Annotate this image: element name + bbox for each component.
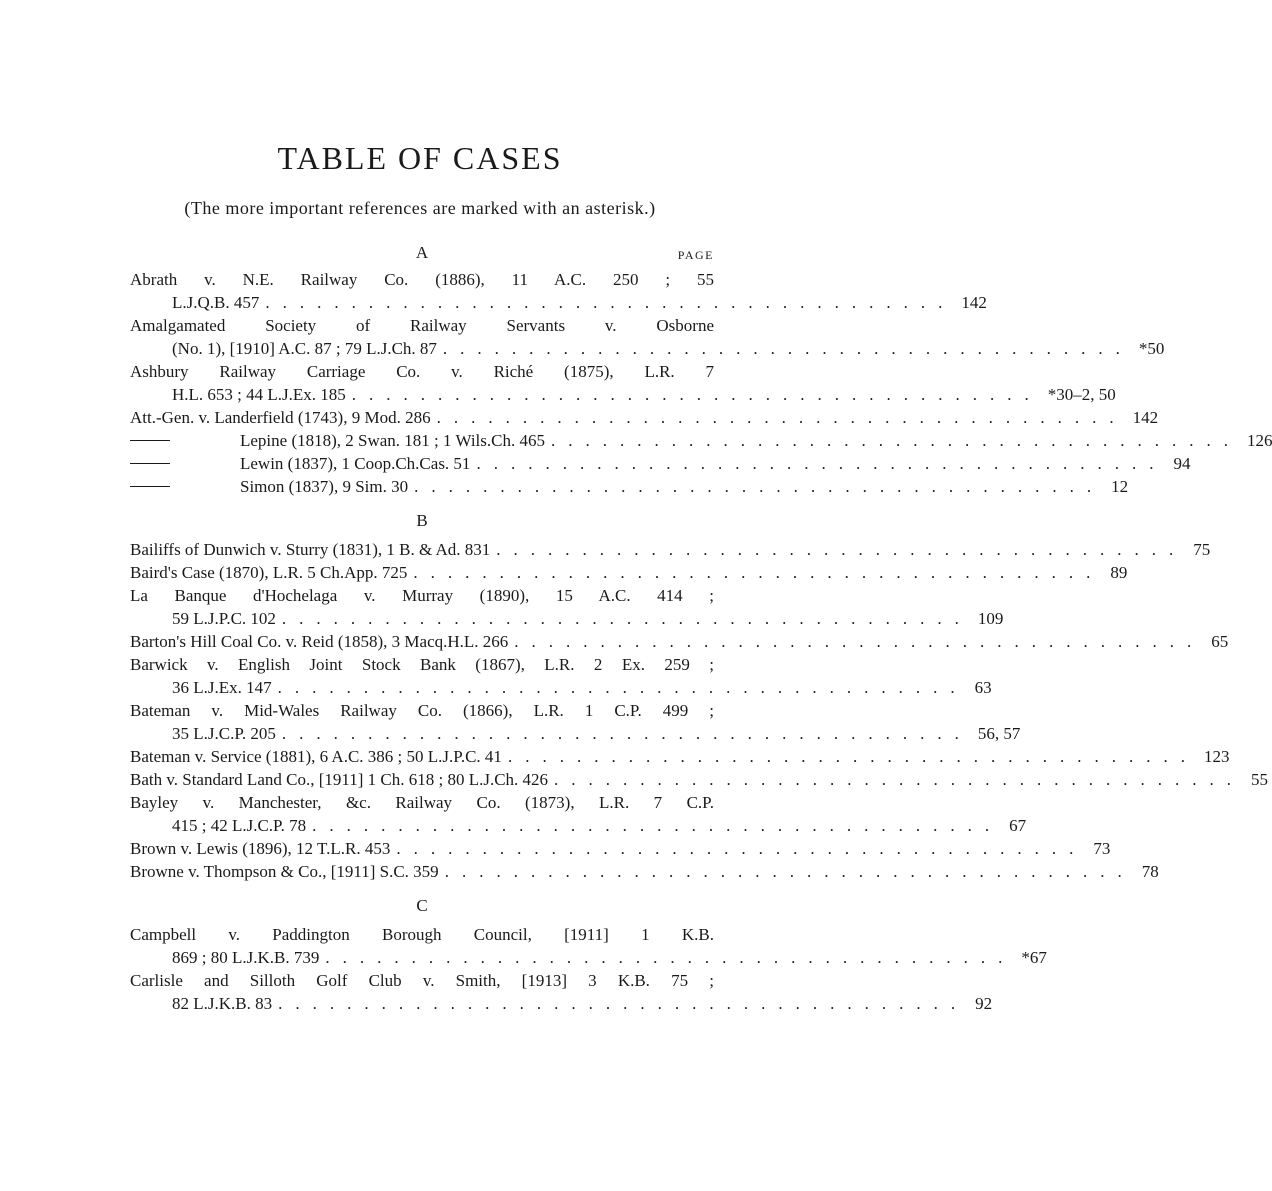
leader-dots: ........................................	[496, 540, 1187, 559]
page-number: 126	[1246, 431, 1272, 450]
page-subtitle: (The more important references are marked with an asterisk.)	[184, 198, 656, 218]
case-entry-row	[130, 676, 992, 699]
case-entry-line: Carlisle and Silloth Golf Club v. Smith, [1913] 3 K.B. 75 ;	[130, 971, 714, 990]
case-entry-row	[130, 837, 1111, 860]
leader-dots: ........................................	[281, 609, 972, 628]
page-number: *30–2, 50	[1047, 385, 1116, 404]
leader-dots: ........................................	[265, 293, 956, 312]
case-entry-row	[130, 860, 1159, 883]
case-entry-row	[130, 768, 1269, 791]
case-entry-row	[130, 814, 1027, 837]
case-entry-row	[130, 538, 1211, 561]
page-title: TABLE OF CASES	[277, 140, 563, 176]
case-entry-row	[130, 406, 1159, 429]
case-citation: 415 ; 42 L.J.C.P. 78	[172, 816, 307, 835]
case-citation: L.J.Q.B. 457	[172, 293, 260, 312]
leader-dots: ........................................	[554, 770, 1245, 789]
leader-dots: ........................................	[514, 632, 1205, 651]
case-entry-row	[130, 475, 1129, 498]
case-citation: Lewin (1837), 1 Coop.Ch.Cas. 51	[240, 454, 471, 473]
ditto-dash	[130, 429, 240, 452]
page-number: 142	[961, 293, 987, 312]
case-entry-line: Abrath v. N.E. Railway Co. (1886), 11 A.C. 250 ; 55	[130, 270, 714, 289]
case-citation: 36 L.J.Ex. 147	[172, 678, 272, 697]
page-number: 123	[1203, 747, 1230, 766]
page-number: 92	[975, 994, 993, 1013]
case-entry-line: Bateman v. Mid-Wales Railway Co. (1866), L.R. 1 C.P. 499 ;	[130, 701, 714, 720]
case-entry-row	[130, 607, 1004, 630]
leader-dots: ........................................	[278, 994, 969, 1013]
case-entry-row	[130, 992, 993, 1015]
section-letter	[130, 893, 714, 919]
case-entry-row	[130, 291, 987, 314]
case-entry-line: Campbell v. Paddington Borough Council, [1911] 1 K.B.	[130, 925, 714, 944]
case-citation: 869 ; 80 L.J.K.B. 739	[172, 948, 320, 967]
case-entry-row	[130, 946, 1047, 969]
leader-dots: ........................................	[277, 678, 968, 697]
case-entry-row	[130, 561, 1128, 584]
page-column-label: PAGE	[677, 248, 714, 262]
page-number: *67	[1021, 948, 1047, 967]
section-letter	[130, 240, 714, 266]
case-citation: Bailiffs of Dunwich v. Sturry (1831), 1 B. & Ad. 831	[130, 540, 491, 559]
ditto-dash	[130, 452, 240, 475]
table-of-cases	[130, 240, 1272, 1015]
section-letter-label: C	[416, 896, 428, 915]
case-citation: H.L. 653 ; 44 L.J.Ex. 185	[172, 385, 346, 404]
leader-dots: ........................................	[436, 408, 1127, 427]
case-entry-row	[130, 722, 1021, 745]
case-entry-line: Ashbury Railway Carriage Co. v. Riché (1875), L.R. 7	[130, 362, 714, 381]
case-entry-line: La Banque d'Hochelaga v. Murray (1890), 15 A.C. 414 ;	[130, 586, 714, 605]
section-letter-label: B	[416, 511, 428, 530]
leader-dots: ........................................	[312, 816, 1003, 835]
leader-dots: ........................................	[414, 477, 1105, 496]
case-citation: 59 L.J.P.C. 102	[172, 609, 276, 628]
ditto-dash	[130, 475, 240, 498]
page-number: 75	[1193, 540, 1211, 559]
case-citation: 82 L.J.K.B. 83	[172, 994, 273, 1013]
page-number: 67	[1009, 816, 1027, 835]
page-number: 142	[1132, 408, 1159, 427]
page-number: 55	[1251, 770, 1269, 789]
page-number: *50	[1138, 339, 1165, 358]
case-citation: (No. 1), [1910] A.C. 87 ; 79 L.J.Ch. 87	[172, 339, 437, 358]
case-citation: Barton's Hill Coal Co. v. Reid (1858), 3 Macq.H.L. 266	[130, 632, 509, 651]
page-number: 89	[1110, 563, 1128, 582]
case-citation: Bateman v. Service (1881), 6 A.C. 386 ; 50 L.J.P.C. 41	[130, 747, 502, 766]
leader-dots: ........................................	[281, 724, 972, 743]
leader-dots: ........................................	[325, 948, 1016, 967]
page-number: 65	[1211, 632, 1229, 651]
section-letter	[130, 508, 714, 534]
leader-dots: ........................................	[442, 339, 1133, 358]
case-entry-line: Barwick v. English Joint Stock Bank (1867), L.R. 2 Ex. 259 ;	[130, 655, 714, 674]
page-number: 56, 57	[977, 724, 1021, 743]
case-citation: Bath v. Standard Land Co., [1911] 1 Ch. 618 ; 80 L.J.Ch. 426	[130, 770, 549, 789]
leader-dots: ........................................	[351, 385, 1042, 404]
leader-dots: ........................................	[396, 839, 1087, 858]
page-number: 109	[977, 609, 1004, 628]
leader-dots: ........................................	[413, 563, 1104, 582]
case-entry-row	[130, 337, 1165, 360]
leader-dots: ........................................	[444, 862, 1135, 881]
page-number: 12	[1111, 477, 1129, 496]
case-entry-row	[130, 452, 1191, 475]
case-citation: Lepine (1818), 2 Swan. 181 ; 1 Wils.Ch. 465	[240, 431, 545, 450]
case-entry-line: Amalgamated Society of Railway Servants v. Osborne	[130, 316, 714, 335]
page-number: 94	[1173, 454, 1191, 473]
leader-dots: ........................................	[476, 454, 1167, 473]
case-entry-line: Bayley v. Manchester, &c. Railway Co. (1873), L.R. 7 C.P.	[130, 793, 714, 812]
leader-dots: ........................................	[507, 747, 1198, 766]
case-citation: Browne v. Thompson & Co., [1911] S.C. 359	[130, 862, 439, 881]
case-citation: Att.-Gen. v. Landerfield (1743), 9 Mod. 286	[130, 408, 431, 427]
page-number: 73	[1093, 839, 1111, 858]
case-citation: 35 L.J.C.P. 205	[172, 724, 276, 743]
case-entry-row	[130, 429, 1272, 452]
case-citation: Simon (1837), 9 Sim. 30	[240, 477, 409, 496]
section-letter-label: A	[415, 243, 429, 262]
case-citation: Brown v. Lewis (1896), 12 T.L.R. 453	[130, 839, 391, 858]
page-number: 63	[974, 678, 992, 697]
case-entry-row	[130, 383, 1116, 406]
case-entry-row	[130, 630, 1229, 653]
page-number: 78	[1141, 862, 1159, 881]
case-entry-row	[130, 745, 1230, 768]
case-citation: Baird's Case (1870), L.R. 5 Ch.App. 725	[130, 563, 408, 582]
leader-dots: ........................................	[550, 431, 1241, 450]
